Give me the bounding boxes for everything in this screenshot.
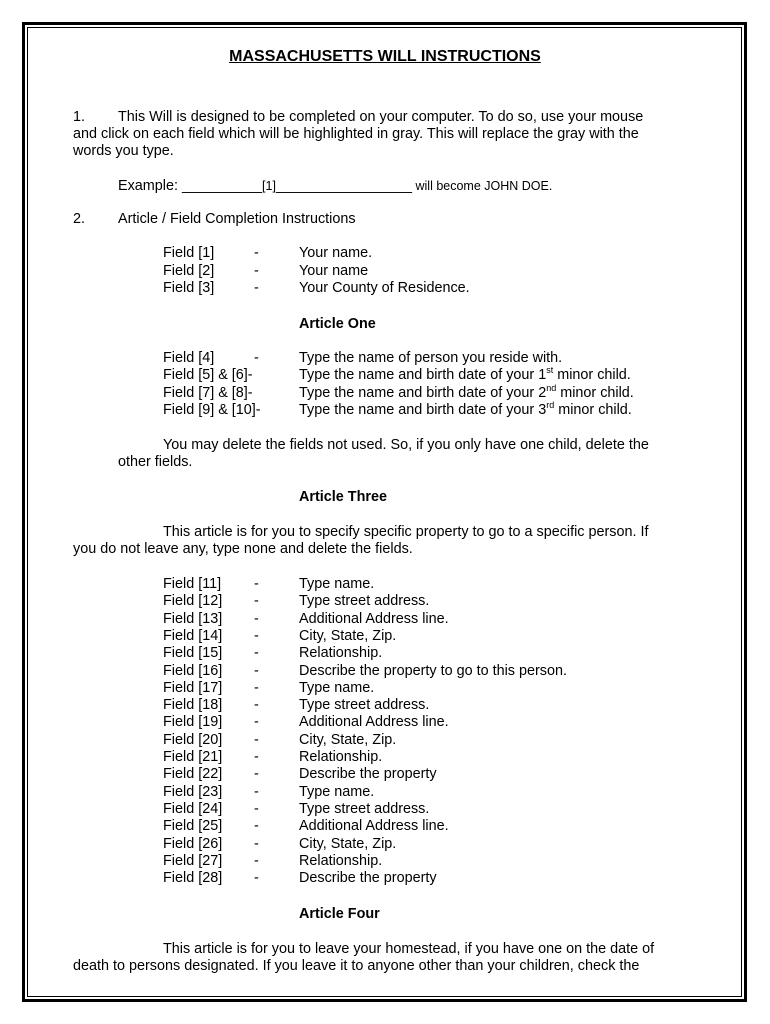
field-description: Type name. [299,576,375,592]
field-description: Your County of Residence. [299,280,470,296]
field-dash: - [254,731,259,748]
example-blank-left: __________ [182,178,263,194]
field-description: Relationship. [299,852,383,869]
field-description: Type name. [299,679,375,696]
section-1-line-2: and click on each field which will be highlighted in gray. This will replace the gray with the [73,126,639,142]
field-description: Your name. [299,245,373,261]
field-description: Relationship. [299,749,383,765]
field-dash: - [254,576,259,592]
field-label: Field [22] [163,766,223,783]
field-dash: - [254,783,259,800]
field-label: Field [9] & [10]- [163,402,261,418]
example-result: will become JOHN DOE. [412,179,553,193]
field-description: Type street address. [299,800,430,817]
field-label: Field [21] [163,749,223,765]
section-1-line-3: words you type. [73,143,174,159]
field-dash: - [254,350,259,366]
field-dash: - [254,645,259,662]
field-dash: - [254,593,259,610]
field-description: City, State, Zip. [299,627,397,644]
field-description: Additional Address line. [299,714,449,731]
field-description: Type the name and birth date of your 3rd minor child. [299,400,632,418]
article-one-note-line-2: other fields. [118,454,193,470]
field-label: Field [26] [163,835,223,852]
field-dash: - [254,749,259,765]
field-description: Type street address. [299,593,430,610]
section-1-number: 1. [73,109,86,125]
field-description: Type the name and birth date of your 2nd minor child. [299,383,634,401]
field-description: Relationship. [299,645,383,662]
field-label: Field [2] [163,262,215,279]
field-label: Field [7] & [8]- [163,385,253,401]
field-dash: - [254,262,259,279]
field-label: Field [24] [163,800,223,817]
field-label: Field [13] [163,610,223,627]
field-dash: - [254,714,259,731]
field-description: Describe the property [299,766,437,783]
article-four-heading: Article Four [299,906,380,922]
field-label: Field [16] [163,662,223,679]
field-dash: - [254,852,259,869]
field-label: Field [19] [163,714,223,731]
field-label: Field [5] & [6]- [163,367,253,383]
field-dash: - [254,610,259,627]
section-2-heading: Article / Field Completion Instructions [118,211,356,227]
article-one-heading: Article One [299,316,376,332]
field-label: Field [27] [163,852,223,869]
article-one-note-line-1: You may delete the fields not used. So, if you only have one child, delete the [163,437,649,453]
field-label: Field [23] [163,783,223,800]
field-label: Field [1] [163,245,215,261]
article-three-heading: Article Three [299,489,387,505]
field-dash: - [254,800,259,817]
field-dash: - [254,679,259,696]
article-three-intro-line-2: you do not leave any, type none and delete the fields. [73,541,413,557]
page-title: MASSACHUSETTS WILL INSTRUCTIONS [229,48,541,65]
field-label: Field [18] [163,697,223,714]
field-dash: - [254,835,259,852]
field-description: Type the name of person you reside with. [299,350,563,366]
example-field: [1] [262,179,276,193]
article-three-intro-line-1: This article is for you to specify specific property to go to a specific person. If [163,524,649,540]
field-description: Additional Address line. [299,610,449,627]
field-description: Additional Address line. [299,818,449,835]
field-label: Field [12] [163,593,223,610]
field-description: City, State, Zip. [299,835,397,852]
field-label: Field [25] [163,818,223,835]
section-2-number: 2. [73,211,86,227]
field-dash: - [254,870,259,887]
field-label: Field [11] [163,576,222,592]
article-four-line-2: death to persons designated. If you leave it to anyone other than your children, check the [73,958,640,974]
field-description: City, State, Zip. [299,731,397,748]
field-dash: - [254,627,259,644]
field-dash: - [254,697,259,714]
example-label: Example: [118,178,182,194]
section-1-line-1: This Will is designed to be completed on your computer. To do so, use your mouse [118,109,644,125]
field-label: Field [28] [163,870,223,887]
field-dash: - [254,245,259,261]
field-label: Field [4] [163,350,215,366]
field-dash: - [254,766,259,783]
example-line [118,178,552,195]
field-description: Type street address. [299,697,430,714]
field-description: Describe the property to go to this person. [299,662,567,679]
field-label: Field [15] [163,645,223,662]
field-label: Field [3] [163,280,215,296]
article-four-line-1: This article is for you to leave your homestead, if you have one on the date of [163,941,655,957]
field-dash: - [254,662,259,679]
field-label: Field [20] [163,731,223,748]
field-description: Type name. [299,783,375,800]
field-description: Your name [299,262,369,279]
field-dash: - [254,818,259,835]
example-blank-right: _________________ [275,178,413,194]
field-label: Field [14] [163,627,223,644]
field-dash: - [254,280,259,296]
field-label: Field [17] [163,679,223,696]
field-description: Type the name and birth date of your 1st minor child. [299,365,631,383]
field-description: Describe the property [299,870,437,887]
